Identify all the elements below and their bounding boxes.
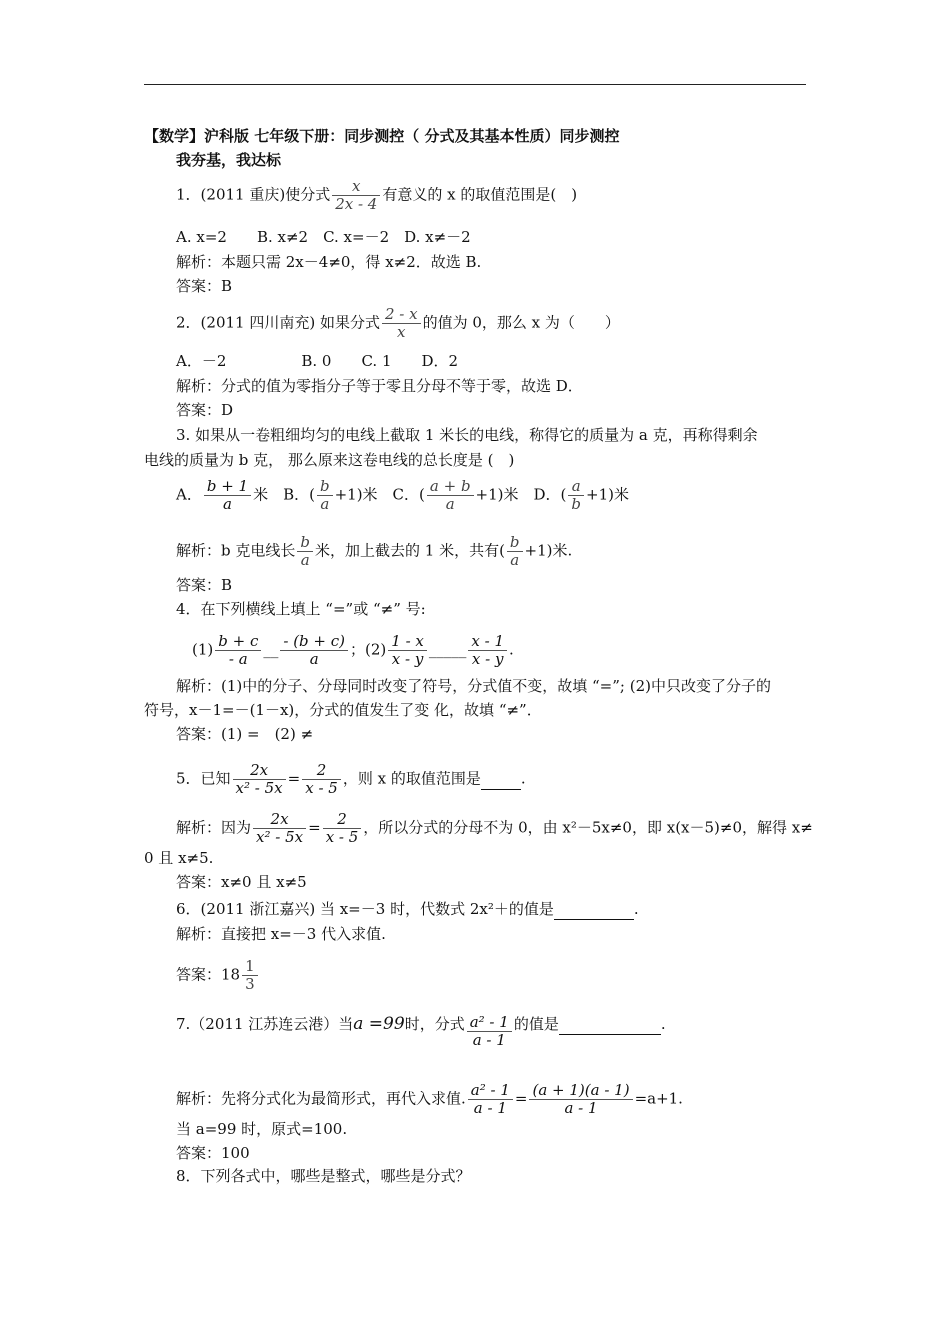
document-title: 【数学】沪科版 七年级下册：同步测控（ 分式及其基本性质）同步测控	[144, 127, 620, 145]
q2-options: A．－2 B. 0 C. 1 D．2	[176, 352, 459, 370]
q6-answer-blank[interactable]	[554, 899, 634, 920]
header-rule	[144, 84, 806, 85]
q1-num: x	[352, 177, 361, 195]
q7-line2: 当 a=99 时，原式=100.	[176, 1120, 348, 1138]
q5-left-den: x² - 5x	[233, 779, 286, 797]
q1-pre: 1．(2011 重庆)使分式	[176, 185, 331, 204]
q6-answer-pre: 答案：18	[176, 965, 241, 984]
q5-ana-frac-left	[253, 811, 306, 846]
q1-post: 有意义的 x 的取值范围是( )	[382, 185, 578, 204]
q3-answer: 答案：B	[176, 576, 233, 594]
q4-frac1-den: - a	[215, 650, 261, 668]
q5-equals: =	[287, 769, 301, 788]
q4-part1-label: (1)	[192, 640, 214, 659]
q5-frac-left	[233, 762, 286, 797]
q5-post: ，则 x 的取值范围是	[342, 769, 481, 788]
q5-left-num: 2x	[250, 761, 269, 779]
q3-optD-tail: +1)米	[586, 485, 629, 504]
q3-ana-frac1-den: a	[297, 551, 313, 569]
q2-pre: 2．(2011 四川南充) 如果分式	[176, 313, 380, 332]
q3-optC: +1)米 C．(	[334, 485, 425, 504]
q2-analysis: 解析：分式的值为零指分子等于零且分母不等于零，故选 D．	[176, 377, 583, 395]
q6-answer-fraction	[242, 958, 258, 993]
q4-frac2-num: - (b + c)	[283, 632, 346, 650]
q7-end: .	[660, 1015, 666, 1033]
q5-ana-post: ，所以分式的分母不为 0，由 x²－5x≠0，即 x(x－5)≠0，解得 x≠	[363, 818, 813, 837]
q5-ana-left-den: x² - 5x	[253, 828, 306, 846]
q4-analysis-1: 解析：(1)中的分子、分母同时改变了符号，分式值不变，故填 “=”; (2)中只改变了分子的	[176, 677, 771, 695]
q2-num: 2 - x	[384, 305, 418, 323]
q3-frac-b-den: a	[317, 495, 333, 513]
q5-ana-pre: 解析：因为	[176, 818, 252, 837]
q1-analysis: 解析：本题只需 2x－4≠0，得 x≠2．故选 B.	[176, 253, 482, 271]
q7-answer-blank[interactable]	[559, 1014, 661, 1035]
q6-analysis: 解析：直接把 x=－3 代入求值.	[176, 925, 386, 943]
q3-ana-frac1-num: b	[300, 533, 310, 551]
q4-part2-label: ；(2)	[350, 640, 387, 659]
q4-end: .	[508, 640, 514, 659]
q6-stem	[176, 899, 639, 920]
q7-ana-right-num: (a + 1)(a - 1)	[532, 1081, 630, 1099]
q3-options	[176, 478, 629, 513]
q7-ana-left-den: a - 1	[468, 1099, 513, 1117]
q7-den: a - 1	[467, 1031, 512, 1049]
q6-text: 6．(2011 浙江嘉兴) 当 x=－3 时，代数式 2x²＋的值是	[176, 900, 554, 918]
q2-stem	[176, 306, 620, 341]
q2-answer: 答案：D	[176, 401, 234, 419]
q2-fraction	[382, 306, 421, 341]
q3-optB: 米 B．(	[253, 485, 315, 504]
q4-frac2-den: a	[280, 650, 348, 668]
q7-ana-frac-right	[529, 1082, 632, 1117]
q5-stem: 5．已知 $\frac{2x}{\text{x² - 5x}}$ = $\frac{2}{x - 5}$ ，则 x 的取值范围是 .	[176, 761, 526, 797]
q7-condition: a =99	[353, 1014, 405, 1034]
q3-frac-a-den: a	[204, 495, 251, 513]
q8-stem: 8．下列各式中，哪些是整式，哪些是分式？	[176, 1167, 471, 1185]
q2-post: 的值为 0，那么 x 为（ ）	[422, 313, 620, 332]
q3-line1: 3. 如果从一卷粗细均匀的电线上截取 1 米长的电线，称得它的质量为 a 克，再称得剩余	[176, 426, 758, 444]
q1-stem	[176, 178, 577, 213]
q5-analysis	[176, 811, 813, 846]
q3-frac-b	[317, 478, 333, 513]
q7-ana-post: =a+1.	[634, 1089, 683, 1108]
q4-frac3-num: 1 - x	[391, 632, 424, 650]
q3-ana-frac2-den: a	[507, 551, 523, 569]
q1-den: 2x - 4	[332, 195, 380, 213]
q4-blank1: __	[263, 640, 279, 659]
q7-fraction	[467, 1014, 512, 1049]
q6-end: .	[633, 900, 639, 918]
q4-frac3	[388, 633, 427, 668]
q3-frac-a	[204, 478, 251, 513]
q1-fraction	[332, 178, 380, 213]
q1-options: A. x=2 B. x≠2 C. x=－2 D. x≠－2	[176, 228, 471, 246]
section-heading: 我夯基，我达标	[176, 151, 282, 169]
q3-optA: A．	[176, 485, 202, 504]
q7-stem	[176, 1014, 666, 1049]
q5-ana-left-num: 2x	[270, 810, 289, 828]
q3-frac-b-num: b	[319, 477, 330, 495]
q3-ana-frac2-num: b	[509, 533, 520, 551]
q5-answer: 答案：x≠0 且 x≠5	[176, 873, 307, 891]
q4-frac2	[280, 633, 348, 668]
q5-ana-frac-right	[323, 811, 362, 846]
q4-answer: 答案：(1) = (2) ≠	[176, 725, 314, 743]
q4-frac4-num: x - 1	[471, 632, 504, 650]
q5-ana-right-den: x - 5	[323, 828, 362, 846]
q4-frac1-num: b + c	[218, 632, 259, 650]
q5-ana-right-num: 2	[337, 810, 347, 828]
q4-analysis-2: 符号，x－1=－(1－x)，分式的值发生了变 化，故填 “≠”．	[144, 701, 542, 719]
q4-frac3-den: x - y	[388, 650, 427, 668]
q5-right-den: x - 5	[302, 779, 341, 797]
q3-ana-mid: 米，加上截去的 1 米，共有(	[314, 541, 505, 560]
q4-expressions	[192, 633, 514, 668]
q5-right-num: 2	[316, 761, 327, 779]
q7-ana-equals: =	[514, 1089, 528, 1108]
q7-ana-left-num: a² - 1	[470, 1081, 510, 1099]
q3-frac-c	[427, 478, 474, 513]
q1-answer: 答案：B	[176, 277, 233, 295]
q3-ana-frac1	[297, 534, 313, 569]
q3-ana-post: +1)米.	[524, 541, 573, 560]
q7-pre: 7.（2011 江苏连云港）当	[176, 1015, 354, 1033]
q3-ana-pre: 解析：b 克电线长	[176, 541, 296, 560]
q6-answer	[176, 958, 260, 993]
q3-line2: 电线的质量为 b 克， 那么原来这卷电线的总长度是 ( )	[144, 451, 515, 469]
q4-frac4-den: x - y	[468, 650, 507, 668]
q7-post: 的值是	[513, 1015, 559, 1033]
q5-frac-right	[302, 762, 341, 797]
q3-frac-a-num: b + 1	[206, 477, 249, 495]
q3-frac-c-num: a + b	[429, 477, 471, 495]
q7-analysis	[176, 1082, 683, 1117]
q3-analysis	[176, 534, 572, 569]
q5-pre: 5．已知	[176, 769, 231, 788]
q7-answer: 答案：100	[176, 1144, 250, 1162]
q7-ana-frac-left	[468, 1082, 513, 1117]
q7-num: a² - 1	[469, 1013, 509, 1031]
q3-ana-frac2	[507, 534, 523, 569]
q3-frac-c-den: a	[427, 495, 474, 513]
q7-ana-pre: 解析：先将分式化为最简形式，再代入求值.	[176, 1089, 466, 1108]
q6-frac-den: 3	[242, 975, 258, 993]
q3-frac-d	[568, 478, 584, 513]
q4-blank2: _____	[428, 640, 467, 659]
q3-optD: +1)米 D．(	[475, 485, 567, 504]
q4-frac4	[468, 633, 507, 668]
q5-analysis-2: 0 且 x≠5.	[144, 849, 214, 867]
q7-ana-right-den: a - 1	[529, 1099, 632, 1117]
q5-ana-equals: =	[308, 818, 321, 837]
q4-line1: 4．在下列横线上填上 “=”或 “≠” 号:	[176, 600, 426, 618]
q3-frac-d-den: b	[568, 495, 584, 513]
q2-den: x	[382, 323, 421, 341]
q3-frac-d-num: a	[571, 477, 581, 495]
q6-frac-num: 1	[245, 957, 255, 975]
q7-mid: 时，分式	[404, 1015, 465, 1033]
q4-frac1	[215, 633, 261, 668]
q5-answer-blank[interactable]	[481, 769, 521, 790]
